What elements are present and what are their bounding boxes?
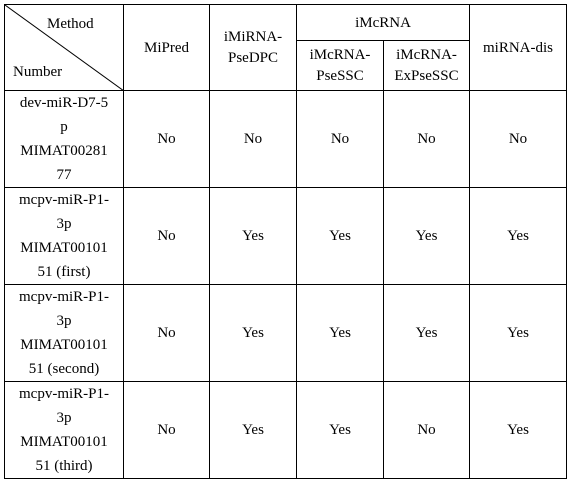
value-cell: Yes [297, 188, 384, 285]
header-imcrna-group: iMcRNA [297, 5, 470, 41]
value-cell: Yes [210, 382, 297, 479]
value-cell: No [124, 382, 210, 479]
value-cell: Yes [384, 285, 470, 382]
header-mirna-dis: miRNA-dis [470, 5, 567, 91]
header-mipred: MiPred [124, 5, 210, 91]
table-row [5, 91, 567, 188]
header-imcrna-psessc: iMcRNA- PseSSC [297, 41, 384, 91]
value-cell: Yes [297, 285, 384, 382]
table-row [5, 285, 567, 382]
method-label: Method [47, 16, 94, 32]
number-cell: mcpv-miR-P1- 3p MIMAT00101 51 (third) [5, 382, 124, 479]
value-cell: No [297, 91, 384, 188]
header-imirna-psedpc: iMiRNA- PseDPC [210, 5, 297, 91]
value-cell: Yes [384, 188, 470, 285]
comparison-table [4, 4, 567, 479]
value-cell: No [124, 188, 210, 285]
value-cell: Yes [470, 285, 567, 382]
number-label: Number [13, 64, 63, 80]
value-cell: No [210, 91, 297, 188]
value-cell: No [384, 91, 470, 188]
value-cell: No [124, 285, 210, 382]
value-cell: Yes [210, 285, 297, 382]
value-cell: No [470, 91, 567, 188]
number-cell: mcpv-miR-P1- 3p MIMAT00101 51 (second) [5, 285, 124, 382]
number-cell: dev-miR-D7-5 p MIMAT00281 77 [5, 91, 124, 188]
value-cell: Yes [210, 188, 297, 285]
value-cell: Yes [470, 188, 567, 285]
number-cell: mcpv-miR-P1- 3p MIMAT00101 51 (first) [5, 188, 124, 285]
value-cell: No [124, 91, 210, 188]
value-cell: Yes [470, 382, 567, 479]
table-row [5, 382, 567, 479]
header-imcrna-expsessc: iMcRNA- ExPseSSC [384, 41, 470, 91]
value-cell: Yes [297, 382, 384, 479]
corner-header-cell [5, 5, 124, 91]
table-row [5, 188, 567, 285]
value-cell: No [384, 382, 470, 479]
